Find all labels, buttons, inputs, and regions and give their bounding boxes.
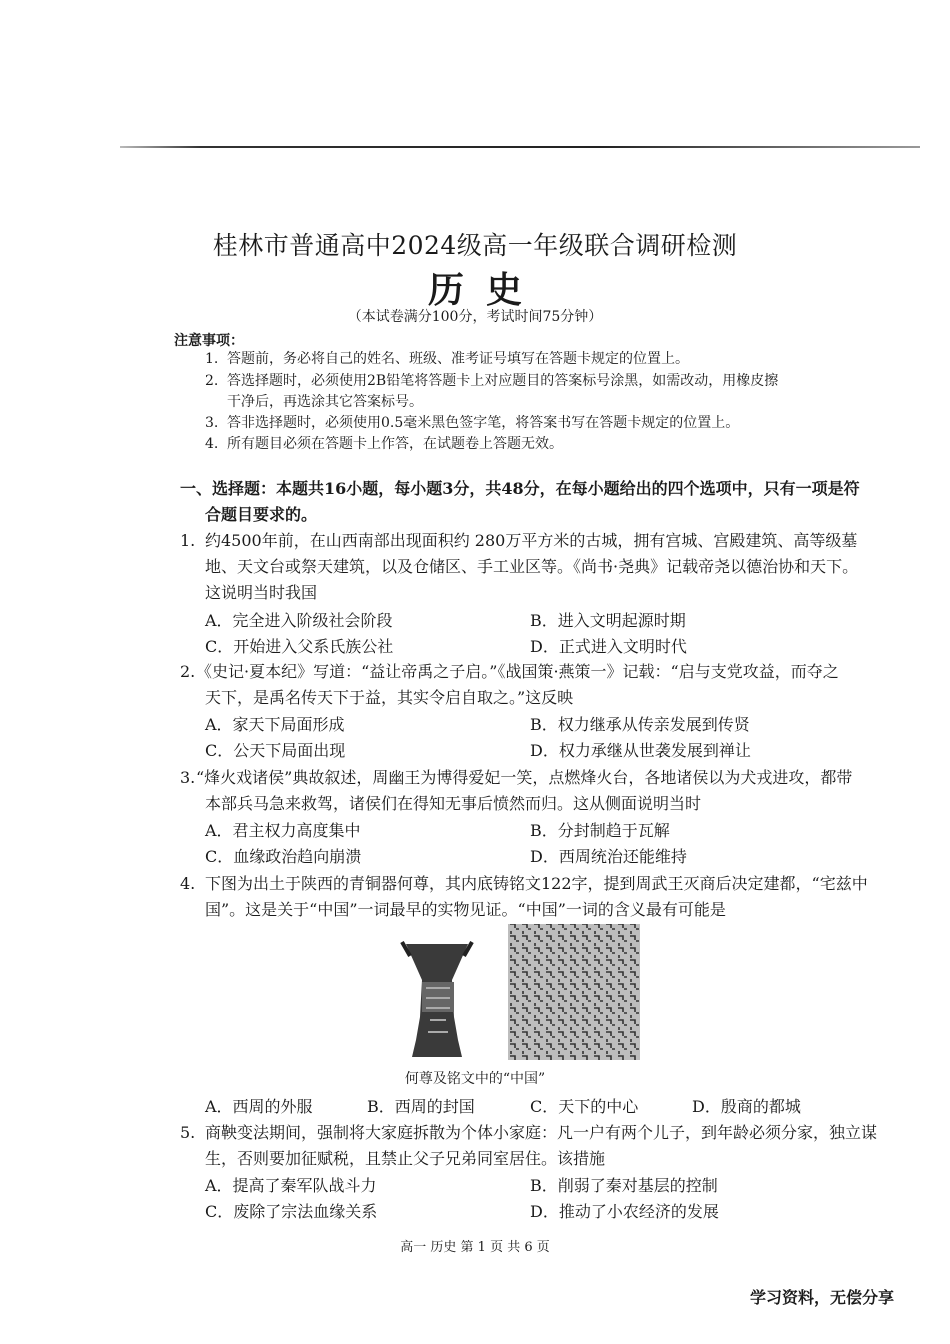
note-number: 4. [205,436,219,452]
section-line: 合题目要求的。 [205,505,318,524]
option-b: B．权力继承从传亲发展到传贤 [530,715,750,734]
option-d: D．权力承继从世袭发展到禅让 [530,741,751,760]
question-text: “烽火戏诸侯”典故叙述，周幽王为博得爱妃一笑，点燃烽火台，各地诸侯以为犬戎进攻，都带 [196,768,853,787]
note-text: 答选择题时，必须使用2B铅笔将答题卡上对应题目的答案标号涂黑，如需改动，用橡皮擦 [227,373,779,389]
scan-artifact-line [120,146,920,148]
note-number: 1. [205,351,219,367]
question-text: 本部兵马急来救驾，诸侯们在得知无事后愤然而归。这从侧面说明当时 [205,794,702,813]
note-text: 所有题目必须在答题卡上作答，在试题卷上答题无效。 [227,436,563,452]
he-zun-figure [400,922,645,1062]
note-text: 干净后，再选涂其它答案标号。 [227,394,423,410]
question-number: 5. [180,1123,196,1142]
question-text: 《史记·夏本纪》写道：“益让帝禹之子启。”《战国策·燕策一》记载：“启与支党攻益，而夺之 [196,662,839,681]
bronze-vessel-image [402,942,472,1057]
note-text: 答题前，务必将自己的姓名、班级、准考证号填写在答题卡规定的位置上。 [227,351,689,367]
option-c: C．开始进入父系氏族公社 [205,637,394,656]
option-c: C．公天下局面出现 [205,741,346,760]
question-number: 4. [180,874,196,893]
option-a: A．西周的外服 [205,1097,313,1116]
note-text: 答非选择题时，必须使用0.5毫米黑色签字笔，将答案书写在答题卡规定的位置上。 [227,415,740,431]
figure-caption: 何尊及铭文中的“中国” [404,1071,546,1087]
note-item-2 [205,371,778,413]
question-number: 1. [180,531,196,550]
question-text: 地、天文台或祭天建筑，以及仓储区、手工业区等。《尚书·尧典》记载帝尧以德治协和天下。 [205,557,859,576]
note-number: 2. [205,373,219,389]
question-text: 生，否则要加征赋税，且禁止父子兄弟同室居住。该措施 [205,1149,606,1168]
note-item-4 [205,434,563,455]
option-d: D．殷商的都城 [692,1097,801,1116]
note-number: 3. [205,415,219,431]
question-number: 3. [180,768,196,787]
notes-heading: 注意事项： [174,333,244,349]
note-item-1 [205,349,689,370]
option-b: B．进入文明起源时期 [530,611,686,630]
watermark-text: 学习资料，无偿分享 [750,1288,895,1307]
exam-title: 桂林市普通高中2024级高一年级联合调研检测 [212,231,738,260]
section-line: 一、选择题：本题共16小题，每小题3分，共48分，在每小题给出的四个选项中，只有一项是符 [180,479,860,498]
note-item-3 [205,413,739,434]
option-c: C．血缘政治趋向崩溃 [205,847,362,866]
question-text: 商鞅变法期间，强制将大家庭拆散为个体小家庭：凡一户有两个儿子，到年龄必须分家，独立谋 [205,1123,878,1142]
option-b: B．削弱了秦对基层的控制 [530,1176,718,1195]
question-text: 国”。这是关于“中国”一词最早的实物见证。“中国”一词的含义最有可能是 [205,900,726,919]
option-b: B．西周的封国 [367,1097,475,1116]
option-c: C．废除了宗法血缘关系 [205,1202,378,1221]
question-text: 天下，是禹名传天下于益，其实令启自取之。”这反映 [205,688,574,707]
inscription-rubbing-image [508,924,640,1060]
option-d: D．推动了小农经济的发展 [530,1202,719,1221]
exam-subtitle: （本试卷满分100分，考试时间75分钟） [347,309,603,325]
question-text: 约4500年前，在山西南部出现面积约 280万平方米的古城，拥有宫城、宫殿建筑、高等级墓 [205,531,858,550]
option-a: A．完全进入阶级社会阶段 [205,611,393,630]
option-a: A．提高了秦军队战斗力 [205,1176,377,1195]
option-a: A．家天下局面形成 [205,715,345,734]
option-c: C．天下的中心 [530,1097,639,1116]
option-a: A．君主权力高度集中 [205,821,361,840]
question-text: 这说明当时我国 [205,583,318,602]
option-b: B．分封制趋于瓦解 [530,821,670,840]
page-footer: 高一 历史 第 1 页 共 6 页 [400,1240,550,1255]
option-d: D．正式进入文明时代 [530,637,687,656]
subject-title: 历史 [427,269,544,311]
question-number: 2. [180,662,196,681]
question-text: 下图为出土于陕西的青铜器何尊，其内底铸铭文122字，提到周武王灭商后决定建都，“宅兹中 [205,874,868,893]
option-d: D．西周统治还能维持 [530,847,687,866]
